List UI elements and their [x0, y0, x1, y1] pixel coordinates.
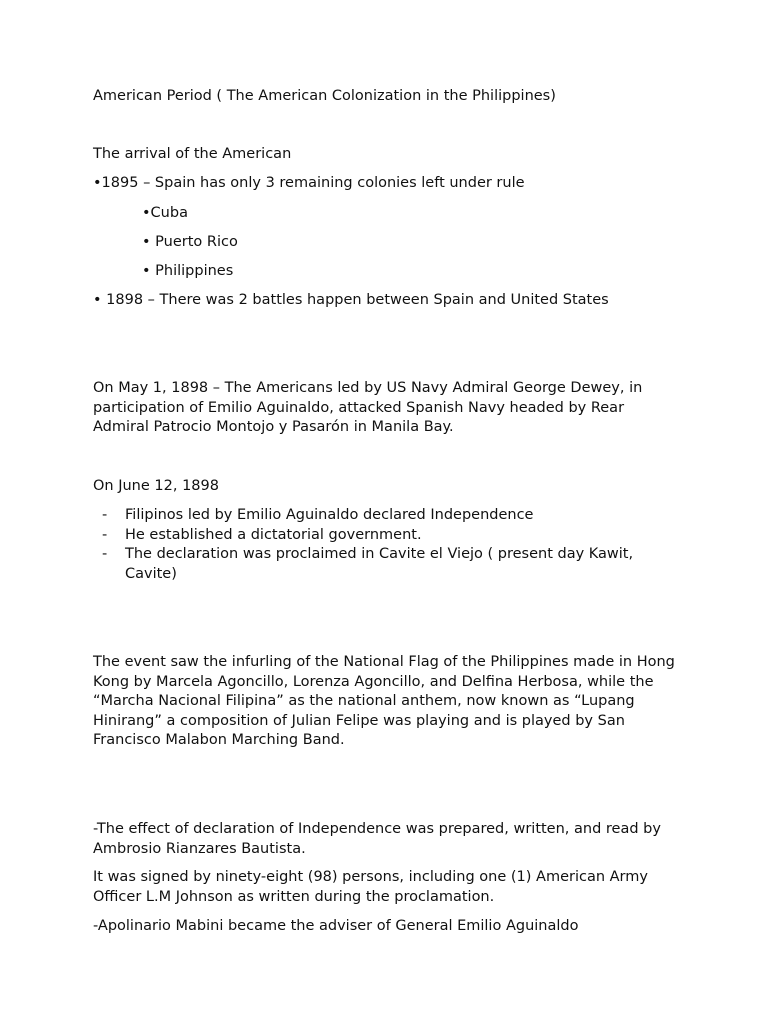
arrival-heading: The arrival of the American: [93, 146, 292, 162]
signed-paragraph: It was signed by ninety-eight (98) persons, including one (1) American Army Officer L.M Johnson as written during the proclamation.: [93, 869, 648, 905]
effect-paragraph: -The effect of declaration of Independence was prepared, written, and read by Ambrosio Rianzares Bautista.: [93, 821, 661, 857]
dash-marker: -: [102, 507, 108, 523]
dash-marker: -: [102, 527, 108, 543]
bullet-1898: • 1898 – There was 2 battles happen between Spain and United States: [93, 292, 609, 308]
colony-item-philippines: • Philippines: [142, 263, 234, 279]
june-heading: On June 12, 1898: [93, 478, 219, 494]
june-list-item-text: The declaration was proclaimed in Cavite el Viejo ( present day Kawit, Cavite): [125, 546, 634, 582]
june-list-item-text: He established a dictatorial government.: [125, 527, 422, 543]
event-paragraph: The event saw the infurling of the National Flag of the Philippines made in Hong Kong by Marcela Agoncillo, Lorenza Agoncillo, and Delfina Herbosa, while the “Marcha Nacional Filipina” as the national anthem, now known as “Lupang Hinirang” a composition of Julian Felipe was playing and is played by San Francisco Malabon Marching Band.: [93, 654, 675, 748]
may-paragraph: On May 1, 1898 – The Americans led by US Navy Admiral George Dewey, in participation of Emilio Aguinaldo, attacked Spanish Navy headed by Rear Admiral Patrocio Montojo y Pasarón in Manila Bay.: [93, 380, 643, 435]
document-title: American Period ( The American Colonization in the Philippines): [93, 88, 556, 104]
june-list-item-text: Filipinos led by Emilio Aguinaldo declared Independence: [125, 507, 534, 523]
colony-item-puerto-rico: • Puerto Rico: [142, 234, 238, 250]
dash-marker: -: [102, 546, 108, 562]
colony-item-cuba: •Cuba: [142, 205, 188, 221]
mabini-paragraph: -Apolinario Mabini became the adviser of General Emilio Aguinaldo: [93, 918, 579, 934]
bullet-1895: •1895 – Spain has only 3 remaining colonies left under rule: [93, 175, 525, 191]
